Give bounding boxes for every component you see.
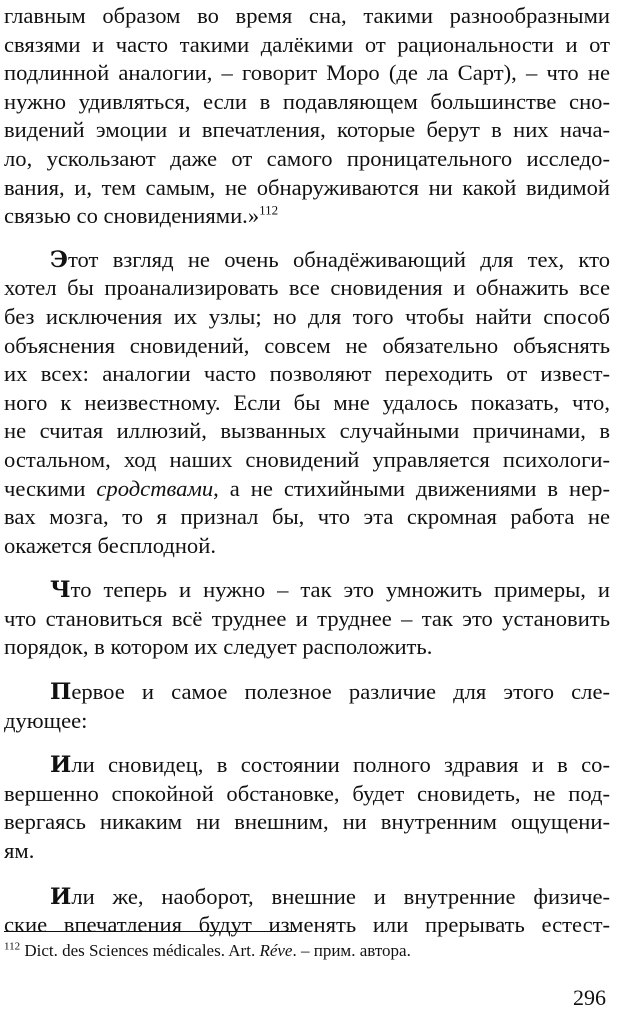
text-line: порядок, в котором их следует расположить. — [4, 634, 433, 660]
text-line: главным образом во время сна, такими разнообразными — [4, 3, 610, 28]
footnote-italic: Réve — [259, 941, 293, 960]
text-line: без исключения их узлы; но для того чтобы найти способ — [4, 303, 610, 329]
text-line: ного к неизвестному. Если бы мне удалось показать, что, — [4, 389, 610, 415]
text-line — [4, 751, 610, 780]
decorative-initial: И — [50, 752, 72, 779]
text-fragment: ли сновидец, в состоянии полного здравия и в со- — [71, 752, 610, 778]
footnote-text: . – прим. автора. — [292, 941, 411, 960]
footnote-text: Dict. des Sciences médicales. Art. — [20, 941, 260, 960]
text-line: видений эмоции и впечатления, которые берут в них нача- — [4, 117, 610, 143]
text-line: хотел бы проанализировать все сновидения и обнажить все — [4, 275, 610, 301]
text-line: что становиться всё труднее и труднее – так это установить — [4, 605, 610, 631]
text-line: связями и часто такими далёкими от рациональности и от — [4, 31, 610, 57]
paragraph-2 — [4, 246, 610, 561]
text-line: вергаясь никаким ни внешним, ни внутренним ощущени- — [4, 809, 610, 835]
text-line: окажется бесплодной. — [4, 532, 216, 558]
page-number: 296 — [573, 985, 606, 1010]
text-fragment: тот взгляд не очень обнадёживающий для тех, кто — [67, 246, 610, 272]
text-fragment: ервое и самое полезное различие для этого сле- — [71, 679, 610, 705]
text-line: вания, и, тем самым, не обнаруживаются ни какой видимой — [4, 174, 610, 200]
text-line: ло, ускользают даже от самого проницательного исследо- — [4, 145, 610, 171]
footnote-divider — [4, 931, 296, 932]
text-line-with-footnote — [4, 202, 610, 231]
text-line: остальном, ход наших сновидений управляется психологи- — [4, 446, 610, 472]
paragraph-5 — [4, 751, 610, 865]
footnote-reference: 112 — [259, 202, 279, 218]
decorative-initial: И — [50, 883, 72, 910]
text-line: ские впечатления будут изменять или прерывать естест- — [4, 912, 610, 938]
text-fragment: ли же, наоборот, внешние и внутренние физиче- — [71, 883, 610, 909]
text-fragment: то теперь и нужно – так это умножить примеры, и — [70, 577, 610, 603]
text-fragment: связью со сновидениями.» — [4, 203, 260, 229]
text-line: дующее: — [4, 707, 88, 733]
text-fragment: ческими — [4, 475, 97, 501]
decorative-initial: Э — [50, 246, 68, 273]
text-line — [4, 576, 610, 605]
text-line: объяснения сновидений, совсем не обязательно объяснять — [4, 332, 610, 358]
paragraph-4 — [4, 678, 610, 735]
footnote-number: 112 — [4, 940, 21, 953]
text-line — [4, 883, 610, 912]
text-line: не считая иллюзий, вызванных случайными причинами, в — [4, 418, 610, 444]
text-line — [4, 246, 610, 275]
paragraph-3 — [4, 576, 610, 662]
italic-term: сродствами — [96, 475, 214, 501]
footnote — [4, 940, 411, 962]
text-line: нужно удивляться, если в подавляющем большинстве сно- — [4, 88, 610, 114]
text-line — [4, 678, 610, 707]
text-line: вах мозга, то я признал бы, что эта скромная работа не — [4, 504, 610, 530]
text-line: их всех: аналогии часто позволяют переходить от извест- — [4, 361, 610, 387]
page-body — [4, 2, 610, 1010]
text-line: ям. — [4, 838, 35, 864]
text-line-with-italic — [4, 475, 610, 504]
text-fragment: , а не стихийными движениями в нер- — [213, 475, 610, 501]
paragraph-1 — [4, 2, 610, 231]
decorative-initial: П — [50, 679, 72, 706]
decorative-initial: Ч — [50, 577, 71, 604]
text-line: вершенно спокойной обстановке, будет сновидеть, не под- — [4, 780, 610, 806]
text-line: подлинной аналогии, – говорит Моро (де ла Сарт), – что не — [4, 60, 610, 86]
